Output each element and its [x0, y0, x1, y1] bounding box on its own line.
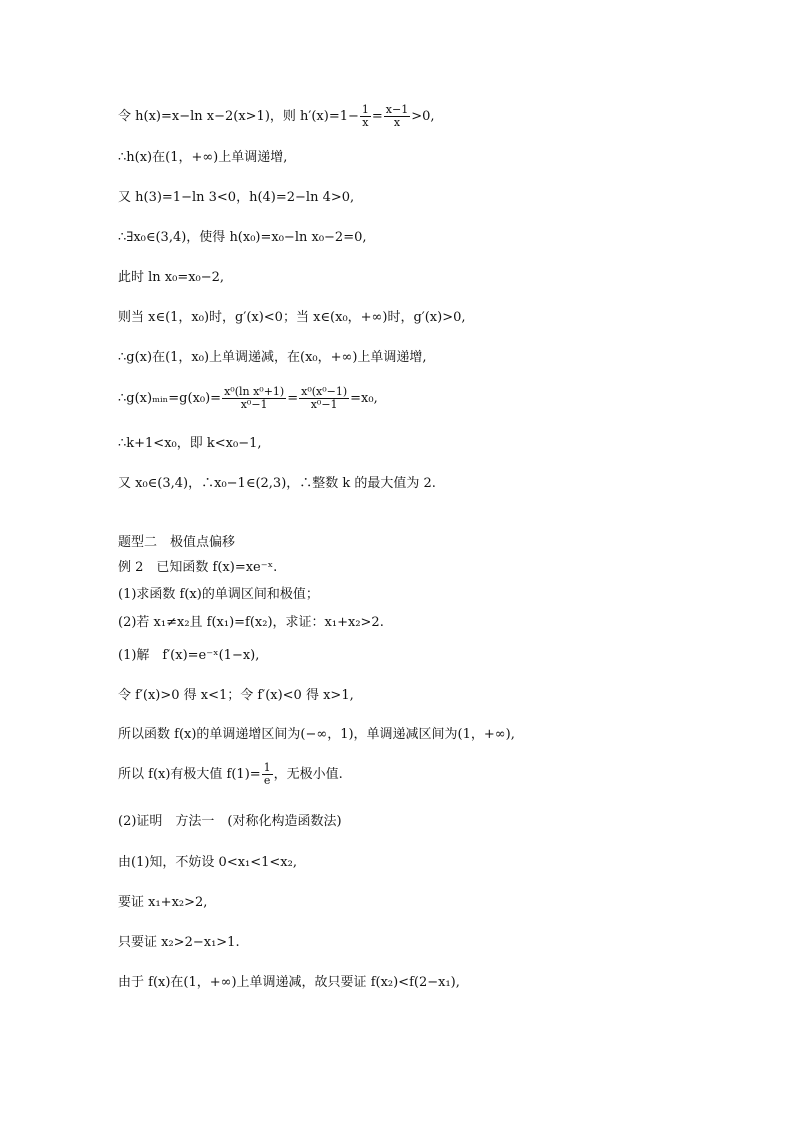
text-line: 此时 ln x₀=x₀−2,	[118, 270, 225, 285]
text-line: ∴h(x)在(1，+∞)上单调递增,	[118, 150, 288, 165]
fraction: $\frac{x-1}{x}$	[385, 103, 409, 129]
section-heading: 题型二 极值点偏移	[118, 535, 236, 550]
text-line: 又 x₀∈(3,4)，∴x₀−1∈(2,3)，∴整数 k 的最大值为 2.	[118, 476, 436, 491]
equation-line-g-min: ∴g(x)ₘᵢₙ=g(x₀)= $\frac{\text{x⁰(ln x⁰+1)}}{\text{x⁰−1}}$ = $\frac{\text{x⁰(x⁰−1)}}{\text{x⁰−1}}$ =x₀,	[118, 385, 378, 411]
equation-line-max-value: 所以 f(x)有极大值 f(1)= $\frac{1}{e}$ ，无极小值.	[118, 761, 343, 787]
text-line: (2)证明 方法一 (对称化构造函数法)	[118, 814, 342, 829]
text-line: 由(1)知，不妨设 0<x₁<1<x₂,	[118, 855, 297, 870]
fraction: $\frac{\text{x⁰(x⁰−1)}}{\text{x⁰−1}}$	[301, 385, 348, 411]
text-line: 所以函数 f(x)的单调递增区间为(−∞，1)，单调递减区间为(1，+∞),	[118, 727, 515, 742]
text-line: 由于 f(x)在(1，+∞)上单调递减，故只要证 f(x₂)<f(2−x₁),	[118, 975, 460, 990]
text-line: ∴g(x)在(1，x₀)上单调递减，在(x₀，+∞)上单调递增,	[118, 350, 427, 365]
text: 令 h(x)=x−ln x−2(x>1)，则 h′(x)=1−	[118, 109, 359, 124]
text-line: (1)求函数 f(x)的单调区间和极值；	[118, 587, 319, 602]
text: 所以 f(x)有极大值 f(1)=	[118, 767, 261, 782]
equation-line-h-derivative: 令 h(x)=x−ln x−2(x>1)，则 h′(x)=1− $\frac{1}{x}$ = $\frac{x-1}{x}$ >0,	[118, 103, 435, 129]
text: ∴g(x)ₘᵢₙ=g(x₀)=	[118, 391, 222, 406]
fraction: $\frac{\text{x⁰(ln x⁰+1)}}{\text{x⁰−1}}$	[224, 385, 285, 411]
text-line: (1)解 f′(x)=e⁻ˣ(1−x),	[118, 648, 260, 663]
text-line: (2)若 x₁≠x₂且 f(x₁)=f(x₂)，求证：x₁+x₂>2.	[118, 615, 384, 630]
text-line: 则当 x∈(1，x₀)时，g′(x)<0；当 x∈(x₀，+∞)时，g′(x)>0,	[118, 310, 466, 325]
text-line: 又 h(3)=1−ln 3<0，h(4)=2−ln 4>0,	[118, 190, 355, 205]
text-line: ∴k+1<x₀，即 k<x₀−1,	[118, 436, 262, 451]
fraction: $\frac{1}{e}$	[263, 761, 271, 787]
text-line: 只要证 x₂>2−x₁>1.	[118, 935, 240, 950]
fraction: $\frac{1}{x}$	[361, 103, 369, 129]
example-title: 例 2 已知函数 f(x)=xe⁻ˣ.	[118, 560, 278, 575]
text-line: 令 f′(x)>0 得 x<1；令 f′(x)<0 得 x>1,	[118, 688, 354, 703]
text-line: ∴∃x₀∈(3,4)，使得 h(x₀)=x₀−ln x₀−2=0,	[118, 230, 367, 245]
text-line: 要证 x₁+x₂>2,	[118, 895, 208, 910]
